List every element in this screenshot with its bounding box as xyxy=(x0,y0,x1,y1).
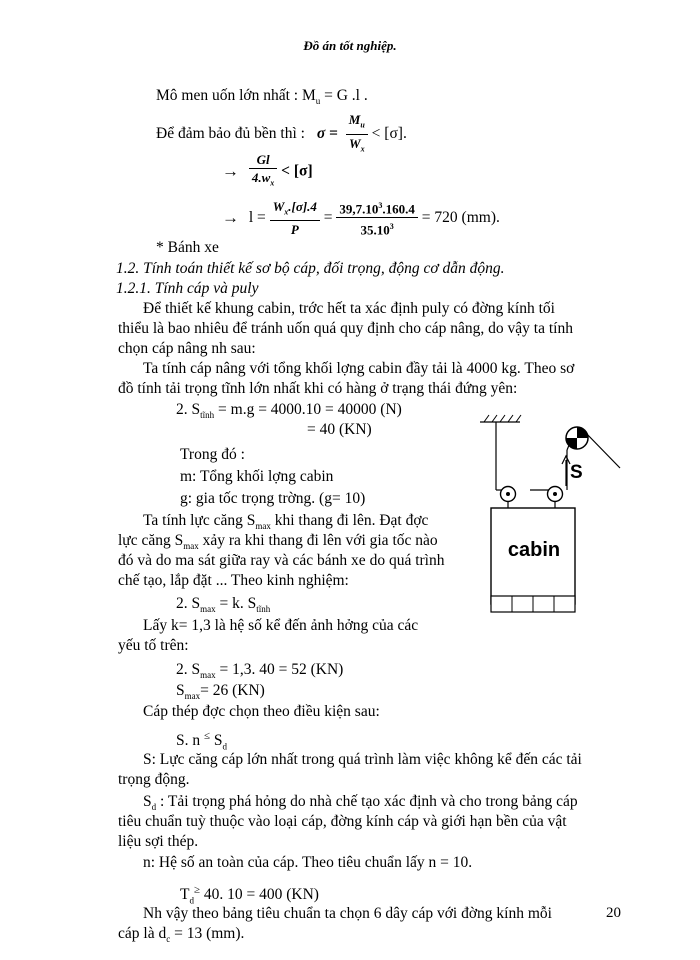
paragraph-text: Để thiết kế khung cabin, trớc hết ta xác định puly có đờng kính tối xyxy=(143,300,555,317)
paragraph-text: Ta tính lực căng $S_{max}$ khi thang đi lên. Đạt đợc xyxy=(143,512,429,532)
inequality-gl: → $\frac{Gl}{4.w_x}$ < [σ] xyxy=(222,152,313,191)
section-heading-1-2-1: 1.2.1. Tính cáp và puly xyxy=(116,280,259,297)
paragraph-text: Nh vậy theo bảng tiêu chuẩn ta chọn 6 dây cáp với đờng kính mỗi xyxy=(143,905,552,922)
fraction-mu-wx: $\frac{M_u}{W_x}$ xyxy=(346,112,368,156)
equation-td: $T_d^\ge$ 40. 10 = 400 (KN) xyxy=(180,884,319,906)
paragraph-text: chế tạo, lắp đặt ... Theo kinh nghiệm: xyxy=(118,572,349,589)
definition-s: trọng động. xyxy=(118,771,190,788)
definition-g: g: gia tốc trọng trờng. (g= 10) xyxy=(180,490,366,507)
definition-sd: $S_d$ : Tải trọng phá hỏng do nhà chế tạo xác định và cho trong bảng cáp xyxy=(143,793,578,813)
fraction-gl: $\frac{Gl}{4.w_x}$ xyxy=(249,152,277,191)
definition-sd: tiêu chuẩn tuỳ thuộc vào loại cáp, đờng kính cáp và giới hạn bền của vật xyxy=(118,813,567,830)
paragraph-text: Ta tính cáp nâng với tổng khối lợng cabin đầy tải là 4000 kg. Theo sơ xyxy=(143,360,575,377)
equation-smax-26: $S_{max}= 26$ (KN) xyxy=(176,682,265,702)
definition-m: m: Tổng khối lợng cabin xyxy=(180,468,334,485)
equation-static-load-kn: = 40 (KN) xyxy=(307,421,372,438)
force-label: S xyxy=(570,462,583,483)
moment-formula: Mô men uốn lớn nhất : $M_u = G$ .l . xyxy=(156,87,368,107)
condition-sn-sd: S. n ≤ $S_d$ xyxy=(176,730,228,752)
page-header: Đồ án tốt nghiệp. xyxy=(303,38,397,53)
strength-condition: Để đảm bảo đủ bền thì : σ = $\frac{M_u}{W_x}$ < [σ]. xyxy=(156,112,407,156)
paragraph-text: yếu tố trên: xyxy=(118,637,189,654)
where-label: Trong đó : xyxy=(180,446,245,463)
cabin-pulley-diagram xyxy=(470,410,630,620)
equation-smax-k: 2. $S_{max} = k$. $S_{tĩnh}$ xyxy=(176,595,271,615)
paragraph-text: đó và do ma sát giữa ray và các bánh xe do quá trình xyxy=(118,552,445,569)
section-heading-1-2: 1.2. Tính toán thiết kế sơ bộ cáp, đối trọng, động cơ dẫn động. xyxy=(116,260,505,277)
drive-sheave-icon xyxy=(566,427,588,449)
paragraph-text: chọn cáp nâng nh sau: xyxy=(118,340,256,357)
length-result: → l = $\frac{W_x.[\sigma].4}{P}$ = $\frac{39,7.10^3.160.4}{35.10^3}$ = 720 (mm). xyxy=(222,198,500,238)
paragraph-text: cáp là $d_c = 13$ (mm). xyxy=(118,925,245,945)
definition-n: n: Hệ số an toàn của cáp. Theo tiêu chuẩn lấy n = 10. xyxy=(143,854,473,871)
ceiling-hatch xyxy=(480,415,521,422)
definition-sd: liệu sợi thép. xyxy=(118,833,199,850)
paragraph-text: đồ tính tải trọng tĩnh lớn nhất khi có hàng ở trạng thái đứng yên: xyxy=(118,380,518,397)
wheel-item: * Bánh xe xyxy=(156,239,219,256)
cabin-label: cabin xyxy=(507,539,561,561)
page-number: 20 xyxy=(606,905,621,921)
equation-static-load: 2. $S_{tĩnh} = m.g = 4000.10 = 40000$ (N) xyxy=(176,401,402,421)
fraction-wx: $\frac{W_x.[\sigma].4}{P}$ xyxy=(270,199,320,238)
paragraph-text: thiểu là bao nhiêu để tránh uốn quá quy định cho cáp nâng, do vậy ta tính xyxy=(118,320,573,337)
paragraph-text: lực căng $S_{max}$ xảy ra khi thang đi lên với gia tốc nào xyxy=(118,532,438,552)
equation-smax-value: 2. $S_{max} = 1,3$. 40 = 52 (KN) xyxy=(176,661,344,681)
paragraph-text: Lấy k= 1,3 là hệ số kể đến ảnh hởng của các xyxy=(143,617,419,634)
definition-s: S: Lực căng cáp lớn nhất trong quá trình làm việc không kể đến các tải xyxy=(143,751,582,768)
paragraph-text: Cáp thép đợc chọn theo điều kiện sau: xyxy=(143,703,380,720)
fraction-numeric: $\frac{39,7.10^3.160.4}{35.10^3}$ xyxy=(336,198,418,238)
